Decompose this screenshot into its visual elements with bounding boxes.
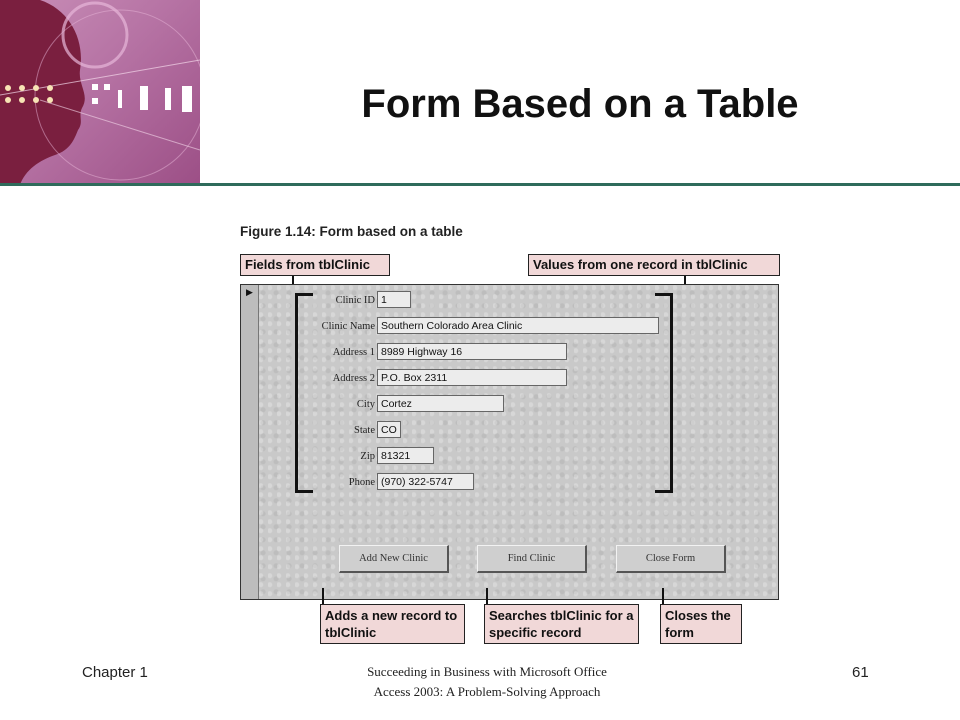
callout-close-form: Closes the form [660, 604, 742, 644]
field-city[interactable]: Cortez [377, 395, 504, 412]
footer-book-line-2: Access 2003: A Problem-Solving Approach [373, 684, 601, 699]
header-decorative-image [0, 0, 200, 185]
footer-book-line-1: Succeeding in Business with Microsoft Office [367, 664, 607, 679]
field-clinic-name[interactable]: Southern Colorado Area Clinic [377, 317, 659, 334]
field-label-phone: Phone [348, 477, 375, 488]
callout-add-new-record: Adds a new record to tblClinic [320, 604, 465, 644]
field-address-2[interactable]: P.O. Box 2311 [377, 369, 567, 386]
field-zip[interactable]: 81321 [377, 447, 434, 464]
footer-chapter: Chapter 1 [82, 664, 148, 681]
header-divider [0, 183, 960, 186]
footer-page-number: 61 [852, 664, 869, 681]
footer-book-title [300, 662, 674, 702]
current-record-arrow-icon: ▶ [246, 287, 253, 297]
field-label-city: City [356, 399, 375, 410]
field-label-address-2: Address 2 [332, 373, 375, 384]
slide-title: Form Based on a Table [361, 82, 799, 126]
connector-line-add [322, 588, 324, 604]
field-label-clinic-name: Clinic Name [321, 321, 375, 332]
callout-search-record: Searches tblClinic for a specific record [484, 604, 639, 644]
field-state[interactable]: CO [377, 421, 401, 438]
connector-line-find [486, 588, 488, 604]
callout-fields-from-table: Fields from tblClinic [240, 254, 390, 276]
figure-caption: Figure 1.14: Form based on a table [240, 224, 463, 239]
field-label-zip: Zip [360, 451, 375, 462]
field-phone[interactable]: (970) 322-5747 [377, 473, 474, 490]
field-label-state: State [354, 425, 375, 436]
callout-values-from-record: Values from one record in tblClinic [528, 254, 780, 276]
field-clinic-id[interactable]: 1 [377, 291, 411, 308]
field-label-address-1: Address 1 [332, 347, 375, 358]
access-form-window [240, 284, 779, 600]
record-selector[interactable] [241, 285, 259, 599]
face-silhouette-graphic [0, 0, 200, 185]
close-form-button[interactable]: Close Form [616, 545, 726, 573]
find-clinic-button[interactable]: Find Clinic [477, 545, 587, 573]
connector-line-close [662, 588, 664, 604]
figure-form-screenshot [238, 222, 781, 646]
add-new-clinic-button[interactable]: Add New Clinic [339, 545, 449, 573]
field-label-clinic-id: Clinic ID [335, 295, 375, 306]
field-address-1[interactable]: 8989 Highway 16 [377, 343, 567, 360]
